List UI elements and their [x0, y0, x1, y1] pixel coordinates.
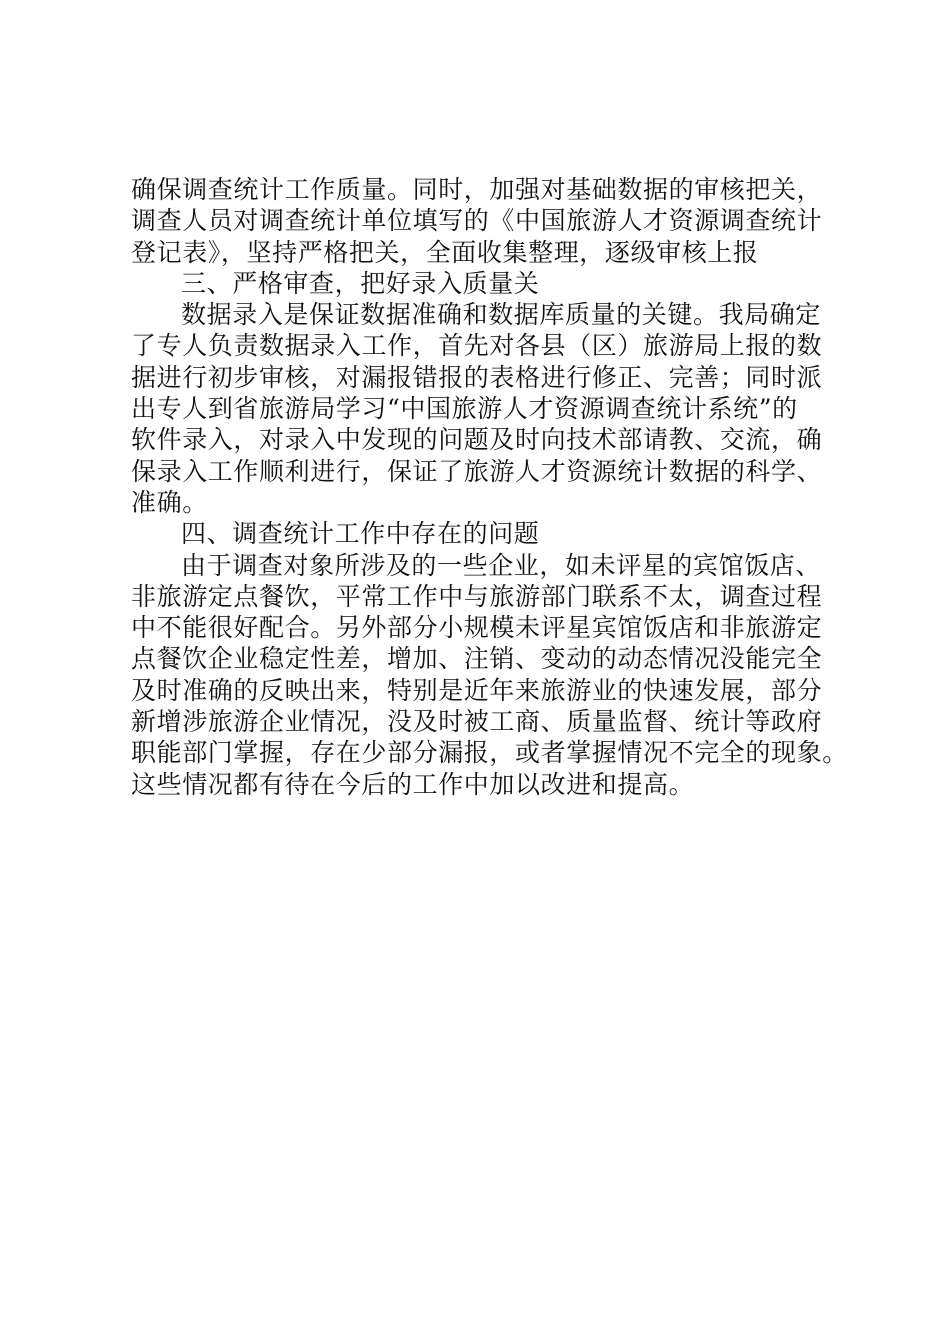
paragraph-line: 新增涉旅游企业情况，没及时被工商、质量监督、统计等政府 [131, 707, 823, 737]
paragraph-line: 数据录入是保证数据准确和数据库质量的关键。我局确定 [181, 300, 822, 330]
paragraph-line: 点餐饮企业稳定性差，增加、注销、变动的动态情况没能完全 [131, 644, 823, 674]
paragraph-line: 保录入工作顺利进行，保证了旅游人才资源统计数据的科学、 [131, 456, 823, 486]
document-body [131, 174, 931, 800]
paragraph-line: 调查人员对调查统计单位填写的《中国旅游人才资源调查统计 [131, 206, 823, 236]
paragraph-line: 职能部门掌握，存在少部分漏报，或者掌握情况不完全的现象。 [131, 738, 848, 768]
paragraph-line: 由于调查对象所涉及的一些企业，如未评星的宾馆饭店、 [181, 550, 822, 580]
paragraph-line: 非旅游定点餐饮，平常工作中与旅游部门联系不太，调查过程 [131, 581, 823, 611]
paragraph-line: 了专人负责数据录入工作，首先对各县（区）旅游局上报的数 [131, 331, 823, 361]
section-heading-3: 三、严格审查，把好录入质量关 [181, 268, 540, 298]
paragraph-line: 中不能很好配合。另外部分小规模未评星宾馆饭店和非旅游定 [131, 613, 823, 643]
paragraph-line: 这些情况都有待在今后的工作中加以改进和提高。 [131, 769, 695, 799]
paragraph-line: 确保调查统计工作质量。同时，加强对基础数据的审核把关， [131, 175, 823, 204]
paragraph-line: 及时准确的反映出来，特别是近年来旅游业的快速发展，部分 [131, 675, 823, 705]
section-heading-4: 四、调查统计工作中存在的问题 [181, 519, 540, 549]
paragraph-line: 据进行初步审核，对漏报错报的表格进行修正、完善；同时派 [131, 362, 823, 392]
paragraph-line: 登记表》，坚持严格把关，全面收集整理，逐级审核上报 [131, 237, 759, 267]
paragraph-line: 软件录入，对录入中发现的问题及时向技术部请教、交流，确 [131, 425, 823, 455]
paragraph-line: 准确。 [131, 487, 208, 517]
paragraph-line: 出专人到省旅游局学习“中国旅游人才资源调查统计系统”的 [131, 394, 798, 424]
